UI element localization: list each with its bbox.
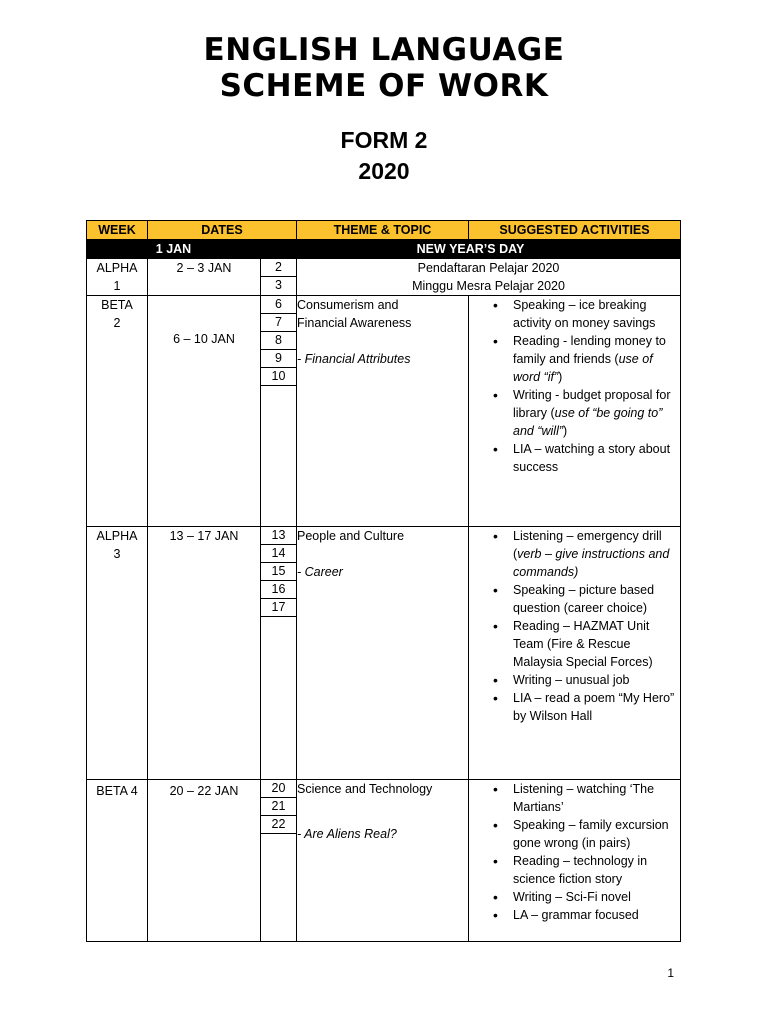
activity-text: Writing - budget proposal for library (: [513, 388, 671, 420]
day-number: 20: [261, 780, 296, 798]
day-number: 8: [261, 332, 296, 350]
list-item: [513, 671, 680, 689]
list-item: [513, 581, 680, 617]
activity-text: ): [558, 370, 563, 384]
holiday-row: [87, 240, 681, 259]
form-label: FORM 2: [340, 127, 428, 153]
activity-text: Listening – watching ‘The Martians’: [513, 782, 655, 814]
day-number: 3: [275, 278, 282, 292]
activity-text-italic: use of word “if”: [513, 352, 653, 384]
day-number: 14: [261, 545, 296, 563]
activity-text: ): [563, 424, 568, 438]
dates-cell: 6 – 10 JAN: [148, 296, 261, 527]
day-number: 17: [261, 599, 296, 617]
list-item: [513, 386, 680, 440]
day-number: 9: [261, 350, 296, 368]
day-numbers-cell: [261, 780, 297, 942]
activity-text: Speaking – picture based question (career choice): [513, 583, 655, 615]
day-number: 6: [261, 296, 296, 314]
dates-cell: 13 – 17 JAN: [148, 527, 261, 780]
list-item: [513, 816, 680, 852]
column-header-week: WEEK: [87, 221, 148, 240]
week-cell: [87, 259, 148, 296]
theme-topic-cell: [297, 527, 469, 780]
holiday-date: 1 JAN: [87, 240, 261, 259]
event-text: Pendaftaran Pelajar 2020: [417, 261, 560, 275]
column-header-theme-topic: THEME & TOPIC: [297, 221, 469, 240]
activity-text-italic: verb – give instructions and commands): [513, 547, 670, 579]
week-number: 1: [113, 279, 121, 293]
week-label: ALPHA: [96, 529, 138, 543]
list-item: [513, 332, 680, 386]
day-number: 22: [261, 816, 296, 834]
activity-text: Speaking – family excursion gone wrong (in pairs): [513, 818, 669, 850]
activities-cell: [469, 780, 681, 942]
table-header-row: [87, 221, 681, 240]
list-item: [513, 296, 680, 332]
day-number: 15: [261, 563, 296, 581]
table-row: [87, 780, 681, 942]
activity-text: Writing – unusual job: [513, 673, 630, 687]
theme-topic-cell: [297, 296, 469, 527]
topic-text: - Financial Attributes: [297, 352, 411, 366]
day-number: 7: [261, 314, 296, 332]
day-number: 21: [261, 798, 296, 816]
activity-text-italic: use of “be going to” and “will”: [513, 406, 663, 438]
list-item: [513, 440, 680, 476]
activity-text: Writing – Sci-Fi novel: [513, 890, 631, 904]
topic-text: - Career: [297, 565, 343, 579]
activities-cell: [469, 296, 681, 527]
week-cell: [87, 296, 148, 527]
day-number: 16: [261, 581, 296, 599]
document-title-line-1: ENGLISH LANGUAGE: [203, 32, 565, 68]
week-label: ALPHA: [96, 261, 138, 275]
theme-text: People and Culture: [297, 529, 405, 543]
day-numbers-cell: [261, 296, 297, 527]
activity-text: Listening – emergency drill (: [513, 529, 662, 561]
column-header-suggested-activities: SUGGESTED ACTIVITIES: [469, 221, 681, 240]
theme-text: Science and Technology: [297, 782, 433, 796]
dates-cell: 20 – 22 JAN: [148, 780, 261, 942]
week-label: BETA: [101, 298, 133, 312]
activity-text: LIA – watching a story about success: [513, 442, 671, 474]
list-item: [513, 527, 680, 581]
activity-text: Reading - lending money to family and friends (: [513, 334, 666, 366]
activity-text: LIA – read a poem “My Hero” by Wilson Hall: [513, 691, 675, 723]
theme-text: Financial Awareness: [297, 316, 412, 330]
theme-text: Consumerism and: [297, 298, 399, 312]
page-number: 1: [667, 966, 674, 980]
theme-topic-cell: [297, 780, 469, 942]
dates-cell: 2 – 3 JAN: [148, 259, 261, 296]
week-cell: [87, 527, 148, 780]
day-number: 10: [261, 368, 296, 386]
activity-text: Speaking – ice breaking activity on money savings: [513, 298, 656, 330]
day-number: 2: [261, 259, 296, 277]
list-item: [513, 689, 680, 725]
list-item: [513, 617, 680, 671]
table-row: [87, 259, 681, 296]
week-number: 2: [113, 316, 121, 330]
day-numbers-cell: [261, 259, 297, 296]
list-item: [513, 780, 680, 816]
events-cell: [297, 259, 681, 296]
activity-text: Reading – HAZMAT Unit Team (Fire & Rescue Malaysia Special Forces): [513, 619, 653, 669]
week-cell: BETA 4: [87, 780, 148, 942]
list-item: [513, 888, 680, 906]
event-text: Minggu Mesra Pelajar 2020: [412, 279, 565, 293]
list-item: [513, 906, 680, 924]
day-numbers-cell: [261, 527, 297, 780]
week-number: 3: [113, 547, 121, 561]
document-title-line-2: SCHEME OF WORK: [219, 68, 549, 104]
table-row: [87, 527, 681, 780]
day-number: 13: [261, 527, 296, 545]
column-header-dates: DATES: [148, 221, 297, 240]
year-label: 2020: [358, 158, 410, 184]
holiday-name: NEW YEAR’S DAY: [261, 240, 681, 259]
topic-text: - Are Aliens Real?: [297, 827, 397, 841]
list-item: [513, 852, 680, 888]
scheme-of-work-table: [86, 220, 681, 942]
activity-text: LA – grammar focused: [513, 908, 639, 922]
activity-text: Reading – technology in science fiction story: [513, 854, 648, 886]
table-row: [87, 296, 681, 527]
activities-cell: [469, 527, 681, 780]
